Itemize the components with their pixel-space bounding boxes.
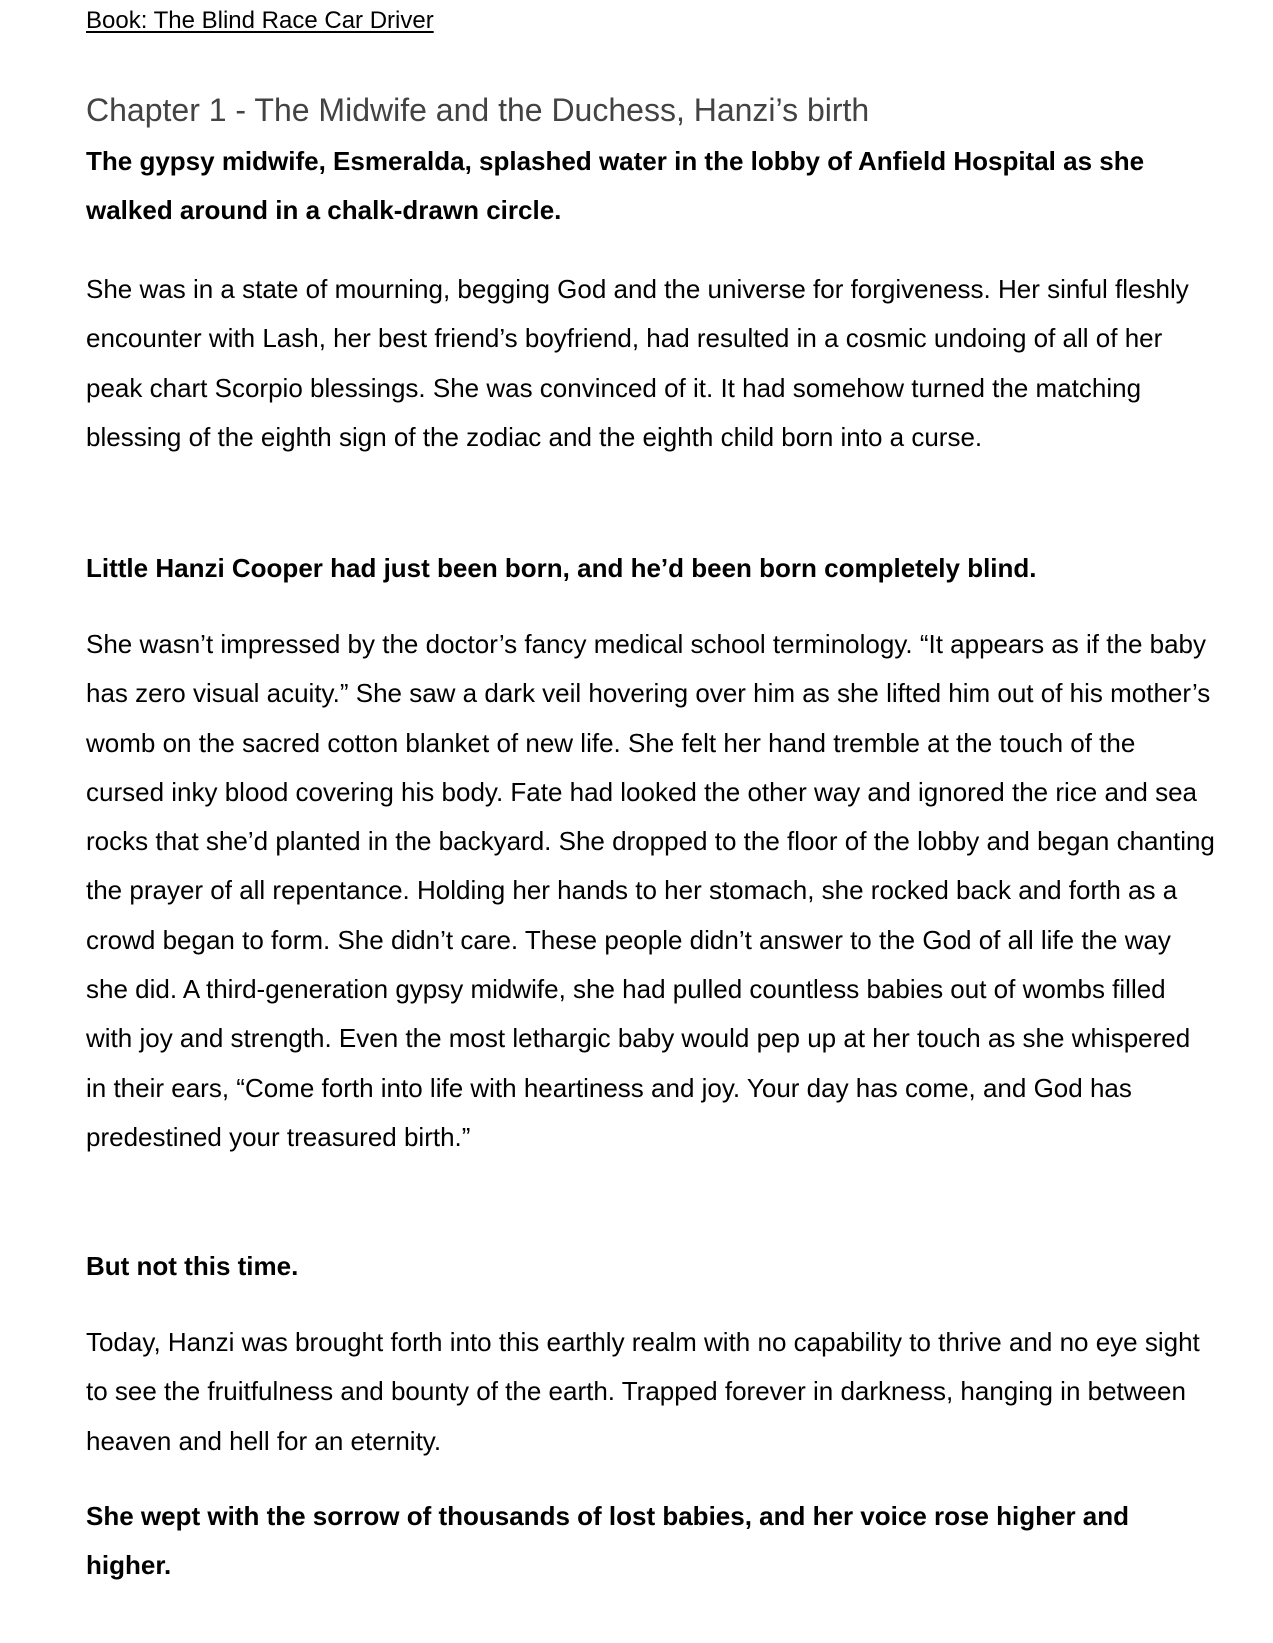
paragraph-2: She was in a state of mourning, begging God and the universe for forgiveness. Her sinful fleshly encounter with Lash, her best friend’s boyfriend, had resulted in a cosmic undoing of all of her peak chart Scorpio blessings. She was convinced of it. It had somehow turned the matching blessing of the eighth sign of the zodiac and the eighth child born into a curse.: [86, 274, 1189, 452]
chapter-title: Chapter 1 - The Midwife and the Duchess, Hanzi’s birth: [86, 92, 870, 128]
paragraph-6: Today, Hanzi was brought forth into this earthly realm with no capability to thrive and no eye sight to see the fruitfulness and bounty of the earth. Trapped forever in darkness, hanging in between heaven and hell for an eternity.: [86, 1327, 1200, 1456]
book-title: Book: The Blind Race Car Driver: [86, 7, 434, 34]
paragraph-1: The gypsy midwife, Esmeralda, splashed water in the lobby of Anfield Hospital as she walked around in a chalk-drawn circle.: [86, 146, 1145, 226]
paragraph-3: Little Hanzi Cooper had just been born, and he’d been born completely blind.: [86, 553, 1037, 583]
paragraph-4: She wasn’t impressed by the doctor’s fancy medical school terminology. “It appears as if the baby has zero visual acuity.” She saw a dark veil hovering over him as she lifted him out of his mother’s womb on the sacred cotton blanket of new life. She felt her hand tremble at the touch of the cursed inky blood covering his body. Fate had looked the other way and ignored the rice and sea rocks that she’d planted in the backyard. She dropped to the floor of the lobby and began chanting the prayer of all repentance. Holding her hands to her stomach, she rocked back and forth as a crowd began to form. She didn’t care. These people didn’t answer to the God of all life the way she did. A third-generation gypsy midwife, she had pulled countless babies out of wombs filled with joy and strength. Even the most lethargic baby would pep up at her touch as she whispered in their ears, “Come forth into life with heartiness and joy. Your day has come, and God has predestined your treasured birth.”: [86, 629, 1215, 1152]
paragraph-5: But not this time.: [86, 1251, 299, 1281]
paragraph-7: She wept with the sorrow of thousands of lost babies, and her voice rose higher and higher.: [86, 1501, 1130, 1581]
